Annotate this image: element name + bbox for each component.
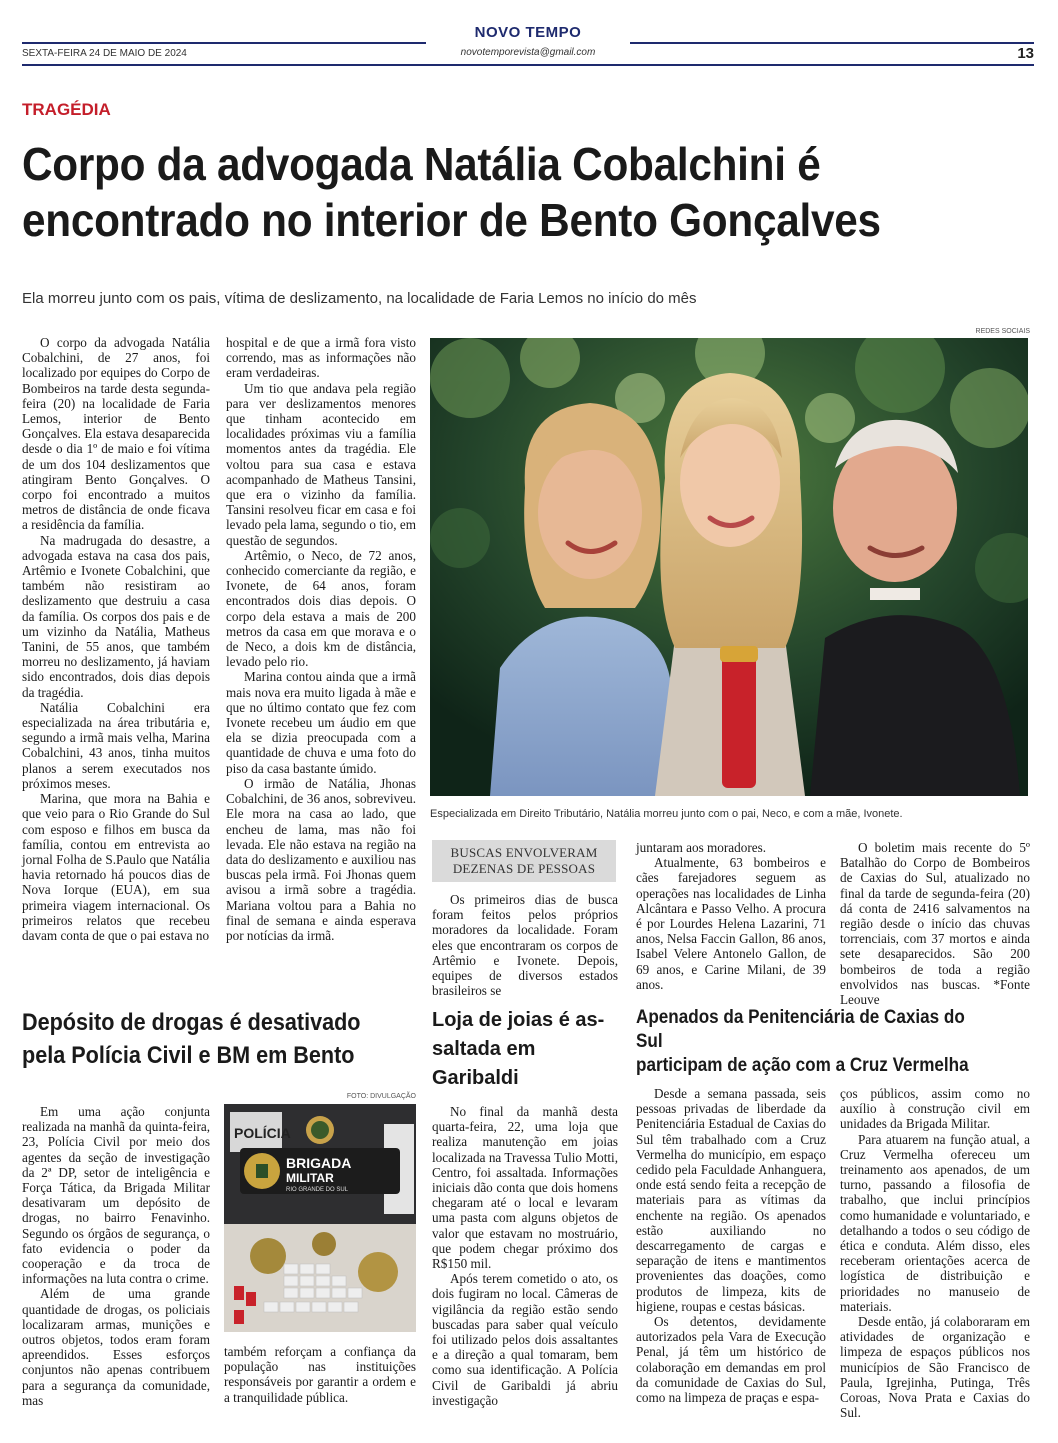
drugs-headline: [22, 1006, 382, 1072]
paragraph: ços públicos, assim como no auxílio à construção civil em unidades da Brigada Militar.: [840, 1086, 1030, 1132]
main-article-column-2: [226, 335, 416, 943]
prison-article-column-2: [840, 1086, 1030, 1420]
paragraph: Um tio que andava pela região para ver deslizamentos menores que tinham acontecido em localidades próximas viu a família momentos antes da tragédia. Ele voltou para sua casa e estava acompanhado de Matheus Tansini, que era o vizinho da família. Tansini resolveu ficar em casa e foi levado pela lama, segundo o tio, em questão de segundos.: [226, 380, 416, 548]
drugs-article-column-1: [22, 1104, 210, 1408]
paragraph: Na madrugada do desastre, a advogada estava na casa dos pais, Artêmio e Ivonete Cobalchini, que também não resistiram ao deslizamento que destruiu a casa da família. Os corpos dos pais e de um vizinho da Natália, Matheus Tanini, de 55 anos, que também morreu no deslizamento, já haviam sido encontrados, dois dias depois da tragédia.: [22, 532, 210, 700]
main-headline-line: Corpo da advogada Natália Cobalchini é: [22, 138, 821, 190]
paragraph: O boletim mais recente do 5º Batalhão do Corpo de Bombeiros de Caxias do Sul, atualizado no final da tarde de segunda-feira (20) dá conta de 2416 salvamentos na região desde o início das chuvas torrenciais, com 37 mortos e ainda sete desaparecidos. São 200 bombeiros de toda a região envolvidos nas buscas. *Fonte Leouve: [840, 840, 1030, 1008]
jewelry-headline-line: Garibaldi: [432, 1067, 519, 1089]
main-article-column-5: [840, 840, 1030, 1007]
jewelry-headline-line: saltada em: [432, 1038, 536, 1060]
subsection-title-box: [432, 840, 616, 882]
drugs-headline-line: Depósito de drogas é desativado: [22, 1009, 361, 1036]
photo-caption: Especializada em Direito Tributário, Natália morreu junto com o pai, Neco, e com a mãe, Ivonete.: [430, 808, 903, 820]
paragraph: Desde então, já colaboraram em atividades de organização e limpeza de espaços públicos nos municípios de São Francisco de Paula, Igrejinha, Putinga, Três Coroas, Nova Prata e Caxias do Sul.: [840, 1314, 1030, 1421]
masthead: [22, 20, 1034, 70]
prison-headline-line: participam de ação com a Cruz Vermelha: [636, 1055, 969, 1076]
paragraph: Os detentos, devidamente autorizados pela Vara de Execução Penal, já têm um histórico de colaboração em demandas em prol da comunidade de Caxias do Sul, como na limpeza de praças e espa-: [636, 1314, 826, 1406]
masthead-divider: [22, 64, 1034, 66]
paragraph: juntaram aos moradores.: [636, 840, 767, 855]
photo-credit: FOTO: DIVULGAÇÃO: [346, 1093, 416, 1100]
paragraph: O irmão de Natália, Jhonas Cobalchini, de 36 anos, sobreviveu. Ele mora na casa ao lado, que encheu de lama, mas não foi levada. Ele não estava na região na data do deslizamento e auxiliou nas buscas pela irmã. Foi Jhonas quem avisou a irmã sobre a tragédia. Mariana voltou para a Bahia no final de semana e ainda esperava por notícias da irmã.: [226, 775, 416, 943]
family-photo: [430, 338, 1028, 796]
photo-sign-text: POLÍCIA: [234, 1125, 291, 1141]
paragraph: Em uma ação conjunta realizada na manhã da quinta-feira, 23, Polícia Civil por meio dos agentes da seção de investigação da 2ª DP, setor de inteligência e Força Tática, da Brigada Militar desativaram um depósito de drogas, no bairro Fenavinho. Segundo os órgãos de segurança, o fato evidencia o poder da cooperação e da troca de informações na luta contra o crime.: [22, 1104, 210, 1287]
drug-seizure-illustration: [224, 1104, 416, 1332]
paragraph: Natália Cobalchini era especializada na área tributária e, segundo a irmã mais velha, Marina Cobalchini, 43 anos, tinha muitos planos a serem executados nos próximos meses.: [22, 699, 210, 791]
photo-banner-text: RIO GRANDE DO SUL: [286, 1187, 349, 1193]
paragraph: O corpo da advogada Natália Cobalchini, de 27 anos, foi localizado por equipes do Corpo de Bombeiros na tarde desta segunda-feira (20) na localidade de Faria Lemos, interior de Bento Gonçalves. Ela estava desaparecida desde o dia 1º de maio e foi vítima de um dos 104 deslizamentos que atingiram Bento Gonçalves. O corpo foi encontrado a muitos metros de distância de onde ficava a residência da família.: [22, 335, 210, 533]
prison-article-column-1: [636, 1086, 826, 1405]
contact-email[interactable]: novotemporevista@gmail.com: [460, 47, 596, 58]
paragraph: No final da manhã desta quarta-feira, 22, uma loja que realiza manutenção em joias localizada na Travessa Tulio Motti, Centro, foi assaltada. Informações iniciais dão conta que dois homens chegaram até o local e levaram uma pasta com alguns objetos de valor que estavam no mostruário, que podem chegar próximo dos R$150 mil.: [432, 1104, 618, 1272]
masthead-rule-left: [22, 42, 426, 44]
jewelry-headline: [432, 1006, 618, 1093]
paragraph: Desde a semana passada, seis pessoas privadas de liberdade da Penitenciária Estadual de Caxias do Sul têm trabalhado com a Cruz Vermelha do município, em espaço cedido pela Faculdade Anhanguera, onde está sendo feita a recepção de materiais para as vítimas da enchente na região. Os apenados estão auxiliando no descarregamento de cargas e separação de itens e mantimentos provenientes das doações, como produtos de limpeza, kits de higiene, roupas e cestas básicas.: [636, 1086, 826, 1314]
drug-seizure-photo: [224, 1104, 416, 1332]
main-headline-line: encontrado no interior de Bento Gonçalves: [22, 194, 881, 246]
family-photo-illustration: [430, 338, 1028, 796]
paragraph: Para atuarem na função atual, a Cruz Vermelha ofereceu um treinamento aos apenados, de um turno, passando a filosofia de trabalho, que inclui princípios como humanidade e voluntariado, e detalhando a todos o seu código de ética e conduta. Além disso, eles receberam orientações acerca de logística de distribuição e prioridades no manuseio de materiais.: [840, 1131, 1030, 1314]
paragraph: Artêmio, o Neco, de 72 anos, conhecido comerciante da região, e Ivonete, de 64 anos, foram encontrados dois dias depois. O corpo dela estava a mais de 200 metros da casa em que morava e o de Neco, a dois km de distância, levado pelo rio.: [226, 547, 416, 670]
subsection-title-line: BUSCAS ENVOLVERAM: [450, 845, 598, 860]
paragraph: hospital e de que a irmã fora visto correndo, mas as informações não eram verdadeiras.: [226, 335, 416, 381]
main-headline: [22, 136, 953, 248]
paragraph: Além de uma grande quantidade de drogas, os policiais localizaram armas, munições e outros objetos, todos eram foram apreendidos. Esses esforços conjuntos não apenas contribuem para a segurança da comunidade, mas: [22, 1286, 210, 1408]
paragraph: também reforçam a confiança da população nas instituições responsáveis por garantir a ordem e a tranquilidade pública.: [224, 1344, 416, 1405]
paragraph: Após terem cometido o ato, os dois fugiram no local. Câmeras de vigilância da região estão sendo buscadas para saber qual veículo foi utilizado pelos dois assaltantes e a direção a qual tomaram, bem como sua identificação. A Polícia Civil de Garibaldi já abriu investigação: [432, 1271, 618, 1408]
paragraph: Marina, que mora na Bahia e que veio para o Rio Grande do Sul com esposo e filhos em busca da família, contou em entrevista ao jornal Folha de S.Paulo que Natália havia retornado há poucos dias de Nova Iorque (EUA), em sua primeira viagem internacional. Os primeiros relatos que recebeu davam conta de que o pai estava no: [22, 791, 210, 943]
main-article-column-4: [636, 840, 826, 992]
newspaper-name: NOVO TEMPO: [474, 24, 582, 41]
subsection-title-line: DEZENAS DE PESSOAS: [452, 861, 596, 876]
page-number: 13: [1017, 45, 1034, 62]
masthead-rule-right: [630, 42, 1034, 44]
photo-banner-text: MILITAR: [286, 1171, 334, 1185]
issue-date: SEXTA-FEIRA 24 DE MAIO DE 2024: [22, 48, 187, 59]
jewelry-headline-line: Loja de joias é as-: [432, 1009, 605, 1031]
paragraph: Atualmente, 63 bombeiros e cães farejadores seguem as operações nas localidades de Linha Alcântara e Passo Velho. A procura é por Lourdes Helena Lazarini, 71 anos, Nelsa Faccin Gallon, 86 anos, Isabel Velere Antonelo Gallon, de 69 anos, e Carine Milani, de 39 anos.: [636, 855, 826, 992]
main-article-column-1: [22, 335, 210, 943]
prison-headline-line: Apenados da Penitenciária de Caxias do Sul: [636, 1007, 965, 1052]
main-subhead: Ela morreu junto com os pais, vítima de deslizamento, na localidade de Faria Lemos no início do mês: [22, 290, 697, 307]
paragraph: Os primeiros dias de busca foram feitos pelos próprios moradores da localidade. Foram eles que encontraram os corpos de Artêmio e Ivonete. Depois, equipes de diversos estados brasileiros se: [432, 892, 618, 999]
jewelry-article-column: [432, 1104, 618, 1408]
prison-headline: [636, 1006, 996, 1078]
drugs-article-column-2: [224, 1344, 416, 1405]
drugs-headline-line: pela Polícia Civil e BM em Bento: [22, 1042, 355, 1069]
main-article-column-3: [432, 892, 618, 998]
section-kicker: TRAGÉDIA: [22, 100, 111, 119]
photo-banner-text: BRIGADA: [286, 1155, 352, 1171]
paragraph: Marina contou ainda que a irmã mais nova era muito ligada à mãe e que no último contato que fez com Ivonete recebeu um áudio em que ela se dizia preocupada com a quantidade de chuva e uma foto do piso da casa bastante úmido.: [226, 669, 416, 776]
photo-credit: REDES SOCIAIS: [975, 328, 1030, 335]
